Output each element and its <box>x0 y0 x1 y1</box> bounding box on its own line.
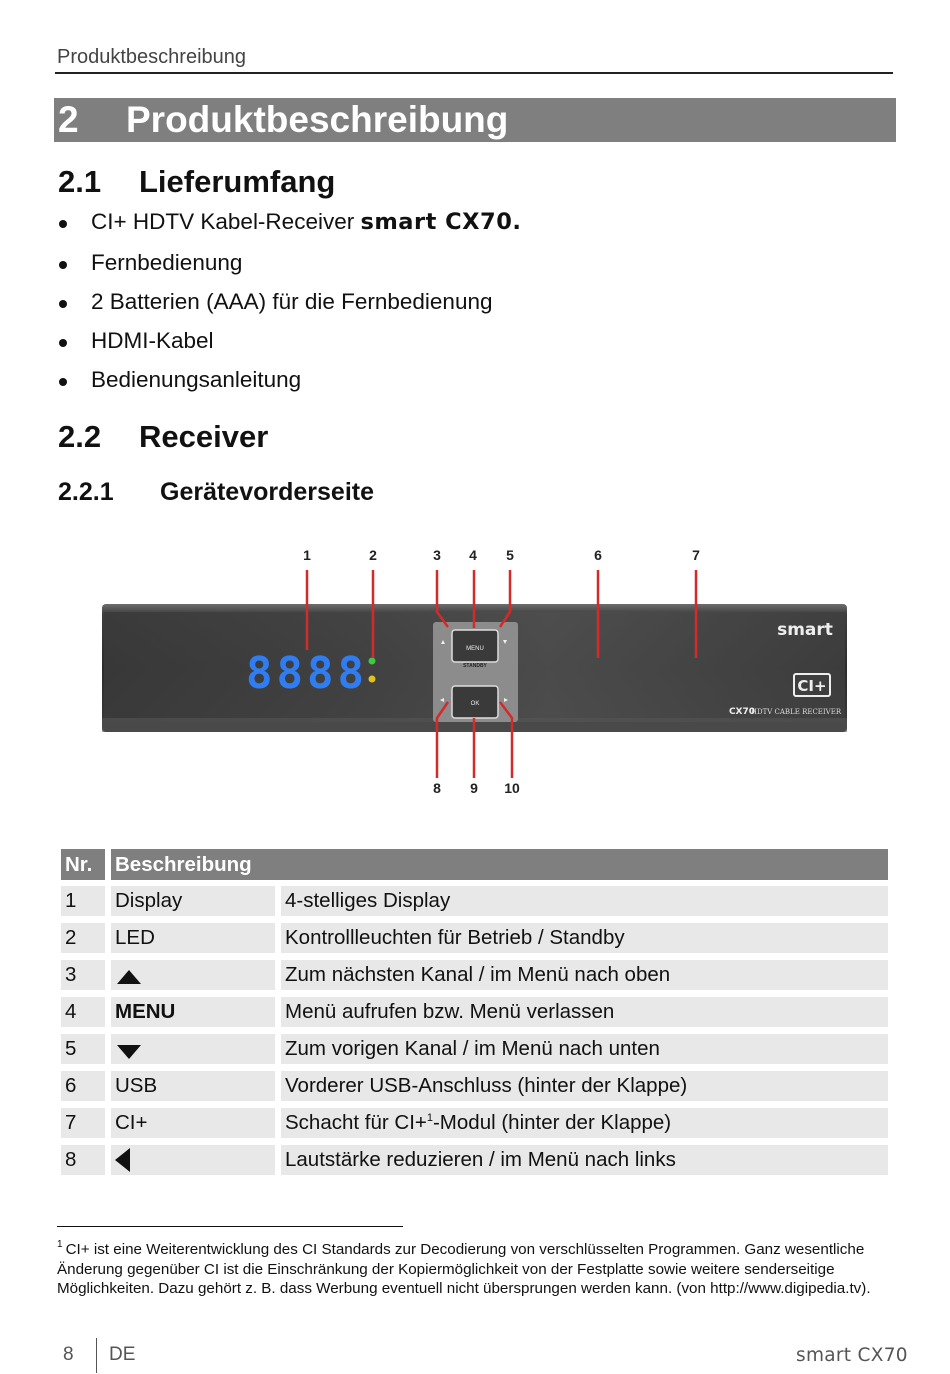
brand-name: smart CX70. <box>360 209 522 235</box>
cell-description: Schacht für CI+$^1$-Modul (hinter der Klappe) <box>281 1108 888 1138</box>
callout-3: 3 <box>433 547 441 563</box>
footnote-marker: 1 <box>57 1239 63 1250</box>
ci-plus-logo: CI+ <box>797 677 827 695</box>
footer-divider <box>96 1338 97 1373</box>
section-title: Receiver <box>139 419 269 454</box>
cell-nr: 6 <box>61 1071 105 1101</box>
cell-name: MENU <box>111 997 275 1027</box>
footnote-text: CI+ ist eine Weiterentwicklung des CI Standards zur Decodierung von verschlüsselten Programmen. Ganz wesentliche Änderung gegenüber CI ist die Einschränkung der Kopiermöglichkeit von der Festplatte sowie weitere senderseitige Möglichkeiten. Dazu gehört z. B. dass Werbung eventuell nicht übersprungen werden kann. (von http://www.digipedia.tv). <box>57 1241 871 1297</box>
table-header-nr: Nr. <box>61 849 105 880</box>
callout-8: 8 <box>433 780 441 796</box>
cell-description: Zum nächsten Kanal / im Menü nach oben <box>281 960 888 990</box>
section-number: 2.1 <box>58 164 102 199</box>
footnote-rule <box>57 1226 403 1227</box>
model-logo: CX70 <box>728 707 756 717</box>
cell-name <box>111 1034 275 1064</box>
cell-nr: 2 <box>61 923 105 953</box>
led-green <box>369 658 376 665</box>
cell-description: Zum vorigen Kanal / im Menü nach unten <box>281 1034 888 1064</box>
subsection-number: 2.2.1 <box>58 478 114 506</box>
cell-description: Lautstärke reduzieren / im Menü nach links <box>281 1145 888 1175</box>
list-item-text: 2 Batterien (AAA) für die Fernbedienung <box>91 289 493 314</box>
table-header-description: Beschreibung <box>111 849 888 880</box>
page-number: 8 <box>63 1344 74 1365</box>
callout-5: 5 <box>506 547 514 563</box>
section-number: 2.2 <box>58 419 102 454</box>
cell-name: Display <box>111 886 275 916</box>
cell-name: LED <box>111 923 275 953</box>
subsection-title: Gerätevorderseite <box>160 478 375 506</box>
footnote <box>57 1235 877 1299</box>
callout-2: 2 <box>369 547 377 563</box>
cell-description: Menü aufrufen bzw. Menü verlassen <box>281 997 888 1027</box>
cell-description: Kontrollleuchten für Betrieb / Standby <box>281 923 888 953</box>
cell-description: 4-stelliges Display <box>281 886 888 916</box>
callout-9: 9 <box>470 780 478 796</box>
language-code: DE <box>109 1344 136 1365</box>
header-rule <box>55 72 893 74</box>
triangle-left-icon <box>115 1148 130 1172</box>
brand-logo: smart <box>777 620 833 640</box>
bullet-icon <box>59 300 67 308</box>
bullet-icon <box>59 220 67 228</box>
chapter-number: 2 <box>58 99 79 140</box>
front-display: 8888 <box>246 648 368 699</box>
cell-description: Vorderer USB-Anschluss (hinter der Klappe) <box>281 1071 888 1101</box>
cell-nr: 1 <box>61 886 105 916</box>
cell-nr: 3 <box>61 960 105 990</box>
cell-name: CI+ <box>111 1108 275 1138</box>
model-caption: HDTV CABLE RECEIVER <box>750 708 842 716</box>
bullet-icon <box>59 261 67 269</box>
standby-label: STANDBY <box>463 663 487 669</box>
callout-6: 6 <box>594 547 602 563</box>
list-item-text: Bedienungsanleitung <box>91 367 302 392</box>
cell-nr: 4 <box>61 997 105 1027</box>
led-yellow <box>369 676 376 683</box>
callout-10: 10 <box>504 780 520 796</box>
callout-4: 4 <box>469 547 477 563</box>
cell-name <box>111 1145 275 1175</box>
list-item-text: CI+ HDTV Kabel-Receiver <box>91 209 361 234</box>
footer-product-name: smart CX70 <box>796 1345 908 1366</box>
menu-button-label: MENU <box>466 646 484 652</box>
chapter-title: Produktbeschreibung <box>126 99 509 140</box>
cell-nr: 8 <box>61 1145 105 1175</box>
running-header: Produktbeschreibung <box>57 46 247 68</box>
list-item-text: Fernbedienung <box>91 250 243 275</box>
ok-button-label: OK <box>470 701 480 707</box>
cell-nr: 5 <box>61 1034 105 1064</box>
bullet-icon <box>59 378 67 386</box>
cell-name: USB <box>111 1071 275 1101</box>
section-title: Lieferumfang <box>139 164 336 199</box>
triangle-up-icon <box>117 970 141 984</box>
callout-1: 1 <box>303 547 311 563</box>
receiver-front-figure <box>0 540 950 800</box>
triangle-down-icon <box>117 1045 141 1059</box>
list-item-text: HDMI-Kabel <box>91 328 214 353</box>
footnote-reference: 1 <box>426 1112 433 1124</box>
cell-name <box>111 960 275 990</box>
bullet-icon <box>59 339 67 347</box>
cell-nr: 7 <box>61 1108 105 1138</box>
callout-7: 7 <box>692 547 700 563</box>
